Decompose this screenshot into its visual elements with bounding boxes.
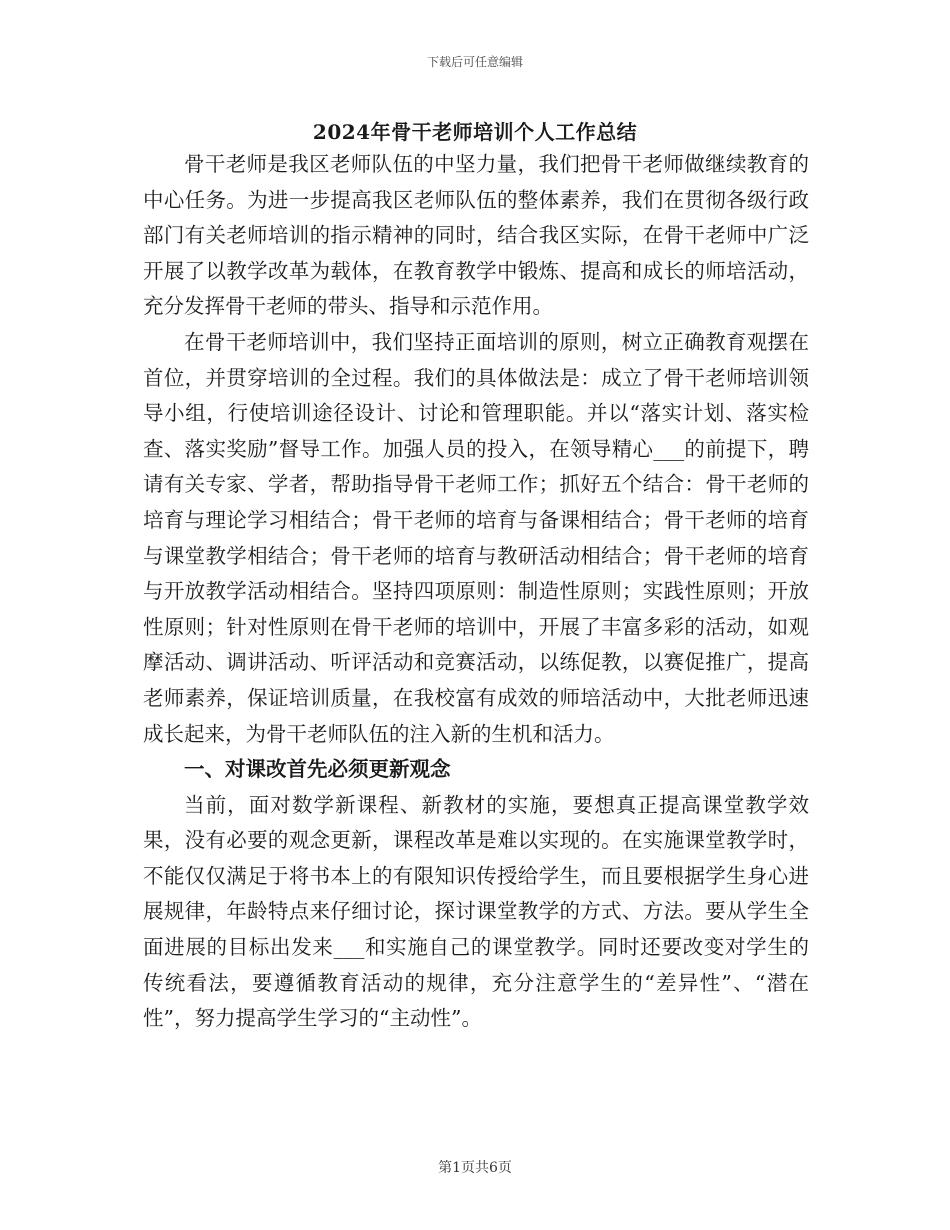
section-heading: 一、对课改首先必须更新观念 — [184, 757, 451, 782]
document-title: 2024年骨干老师培训个人工作总结 — [312, 120, 638, 144]
page-footer: 第1页共6页 — [438, 1160, 512, 1176]
paragraph-intro: 骨干老师是我区老师队伍的中坚力量，我们把骨干老师做继续教育的中心任务。为进一步提高我区老师队伍的整体素养，我们在贯彻各级行政部门有关老师培训的指示精神的同时，结合我区实际，在骨干老师中广泛开展了以教学改革为载体，在教育教学中锻炼、提高和成长的师培活动，充分发挥骨干老师的带头、指导和示范作用。 — [143, 152, 809, 319]
paragraph-section-one: 当前，面对数学新课程、新教材的实施，要想真正提高课堂教学效果，没有必要的观念更新，课程改革是难以实现的。在实施课堂教学时，不能仅仅满足于将书本上的有限知识传授给学生，而且要根据学生身心进展规律，年龄特点来仔细讨论，探讨课堂教学的方式、方法。要从学生全面进展的目标出发来___和实施自己的课堂教学。同时还要改变对学生的传统看法，要遵循教育活动的规律，充分注意学生的“差异性”、“潜在性”，努力提高学生学习的“主动性”。 — [143, 792, 809, 1031]
header-note: 下载后可任意编辑 — [426, 55, 523, 69]
paragraph-training-method: 在骨干老师培训中，我们坚持正面培训的原则，树立正确教育观摆在首位，并贯穿培训的全过程。我们的具体做法是：成立了骨干老师培训领导小组，行使培训途径设计、讨论和管理职能。并以“落实计划、落实检查、落实奖励”督导工作。加强人员的投入，在领导精心___的前提下，聘请有关专家、学者，帮助指导骨干老师工作；抓好五个结合：骨干老师的培育与理论学习相结合；骨干老师的培育与备课相结合；骨干老师的培育与课堂教学相结合；骨干老师的培育与教研活动相结合；骨干老师的培育与开放教学活动相结合。坚持四项原则：制造性原则；实践性原则；开放性原则；针对性原则在骨干老师的培训中，开展了丰富多彩的活动，如观摩活动、调讲活动、听评活动和竞赛活动，以练促教，以赛促推广，提高老师素养，保证培训质量，在我校富有成效的师培活动中，大批老师迅速成长起来，为骨干老师队伍的注入新的生机和活力。 — [143, 329, 809, 746]
document-body — [143, 147, 809, 1037]
